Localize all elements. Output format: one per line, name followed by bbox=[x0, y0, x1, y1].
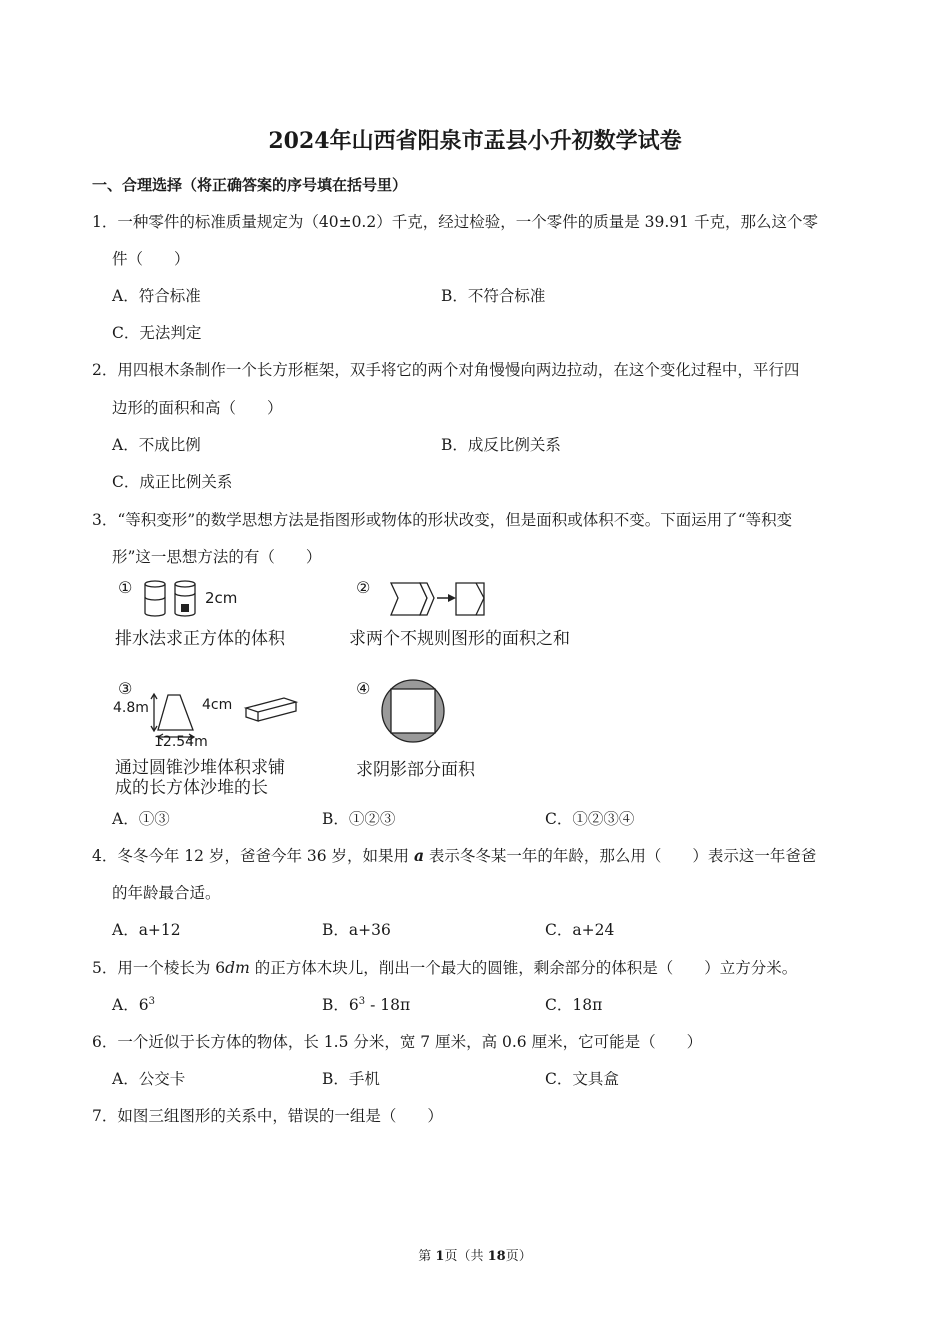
fig3-caption-line2: 成的长方体沙堆的长 bbox=[115, 778, 268, 798]
q1-option-c: C．无法判定 bbox=[112, 324, 202, 342]
fig4-number: ④ bbox=[356, 679, 371, 698]
page-total: 18 bbox=[487, 1249, 506, 1264]
q1-option-a: A．符合标准 bbox=[112, 287, 201, 305]
q5-option-b: B．$6^3 - 18\pi$ bbox=[322, 995, 411, 1014]
fig1-caption: 排水法求正方体的体积 bbox=[115, 629, 285, 649]
q5-option-c: C．18π bbox=[545, 996, 603, 1014]
section-heading: 一、合理选择（将正确答案的序号填在括号里） bbox=[92, 176, 408, 194]
q3-option-b: B．①②③ bbox=[322, 810, 396, 828]
q2-option-a: A．不成比例 bbox=[112, 436, 201, 454]
q6-option-c: C．文具盒 bbox=[545, 1070, 619, 1088]
q7-line1: 7．如图三组图形的关系中，错误的一组是（ ） bbox=[92, 1107, 443, 1125]
q4-variable: a bbox=[413, 846, 424, 865]
q6-line1: 6．一个近似于长方体的物体，长 1.5 分米，宽 7 厘米，高 0.6 厘米，它可能是（ ） bbox=[92, 1033, 703, 1051]
q3-option-a: A．①③ bbox=[112, 810, 170, 828]
q3-option-c: C．①②③④ bbox=[545, 810, 635, 828]
fig2-number: ② bbox=[356, 578, 371, 597]
fig3-height-label: 4.8m bbox=[113, 700, 149, 716]
fig4-caption: 求阴影部分面积 bbox=[356, 760, 475, 780]
page-title: 2024年山西省阳泉市盂县小升初数学试卷 bbox=[268, 128, 682, 154]
q1-option-b: B．不符合标准 bbox=[441, 287, 546, 305]
fig2-caption: 求两个不规则图形的面积之和 bbox=[349, 629, 570, 649]
q5-option-a: A．$6^3$ bbox=[112, 995, 155, 1014]
fig3-length-label: 4cm bbox=[202, 697, 233, 713]
q2-option-b: B．成反比例关系 bbox=[441, 436, 561, 454]
fig1-number: ① bbox=[118, 578, 133, 597]
fig3-number: ③ bbox=[118, 679, 133, 698]
page-footer: 第 1页（共 18页） bbox=[418, 1249, 532, 1264]
q1-line2: 件（ ） bbox=[112, 250, 190, 268]
q4-line1: 4．冬冬今年 12 岁，爸爸今年 36 岁，如果用 a 表示冬冬某一年的年龄，那么用（ ）表示这一年爸爸 bbox=[92, 846, 817, 865]
q4-option-c: C．a+24 bbox=[545, 921, 615, 939]
fig3-base-label: 12.54m bbox=[154, 734, 208, 750]
page-number: 1 bbox=[435, 1249, 445, 1264]
q6-option-b: B．手机 bbox=[322, 1070, 380, 1088]
fig3-caption-line1: 通过圆锥沙堆体积求铺 bbox=[115, 758, 285, 778]
q4-line2: 的年龄最合适。 bbox=[112, 884, 221, 902]
fig1-dimension-label: 2cm bbox=[205, 589, 238, 607]
q2-line2: 边形的面积和高（ ） bbox=[112, 399, 283, 417]
q3-line1: 3．“等积变形”的数学思想方法是指图形或物体的形状改变，但是面积或体积不变。下面运用了“等积变 bbox=[92, 511, 793, 529]
q2-option-c: C．成正比例关系 bbox=[112, 473, 233, 491]
q6-option-a: A．公交卡 bbox=[112, 1070, 186, 1088]
q5-line1: 5．用一个棱长为 6dm 的正方体木块儿，削出一个最大的圆锥，剩余部分的体积是（ ）立方分米。 bbox=[92, 959, 798, 977]
q4-option-b: B．a+36 bbox=[322, 921, 391, 939]
fig1-cylinders-drawing bbox=[143, 580, 203, 620]
q2-line1: 2．用四根木条制作一个长方形框架，双手将它的两个对角慢慢向两边拉动，在这个变化过程中，平行四 bbox=[92, 361, 800, 379]
q5-unit: dm bbox=[225, 959, 250, 977]
q3-line2: 形”这一思想方法的有（ ） bbox=[112, 548, 322, 566]
q4-option-a: A．a+12 bbox=[112, 921, 181, 939]
fig4-circle-square-drawing bbox=[381, 679, 445, 743]
q1-line1: 1．一种零件的标准质量规定为（40±0.2）千克，经过检验，一个零件的质量是 39.91 千克，那么这个零 bbox=[92, 213, 818, 231]
fig2-shapes-drawing bbox=[390, 582, 490, 616]
